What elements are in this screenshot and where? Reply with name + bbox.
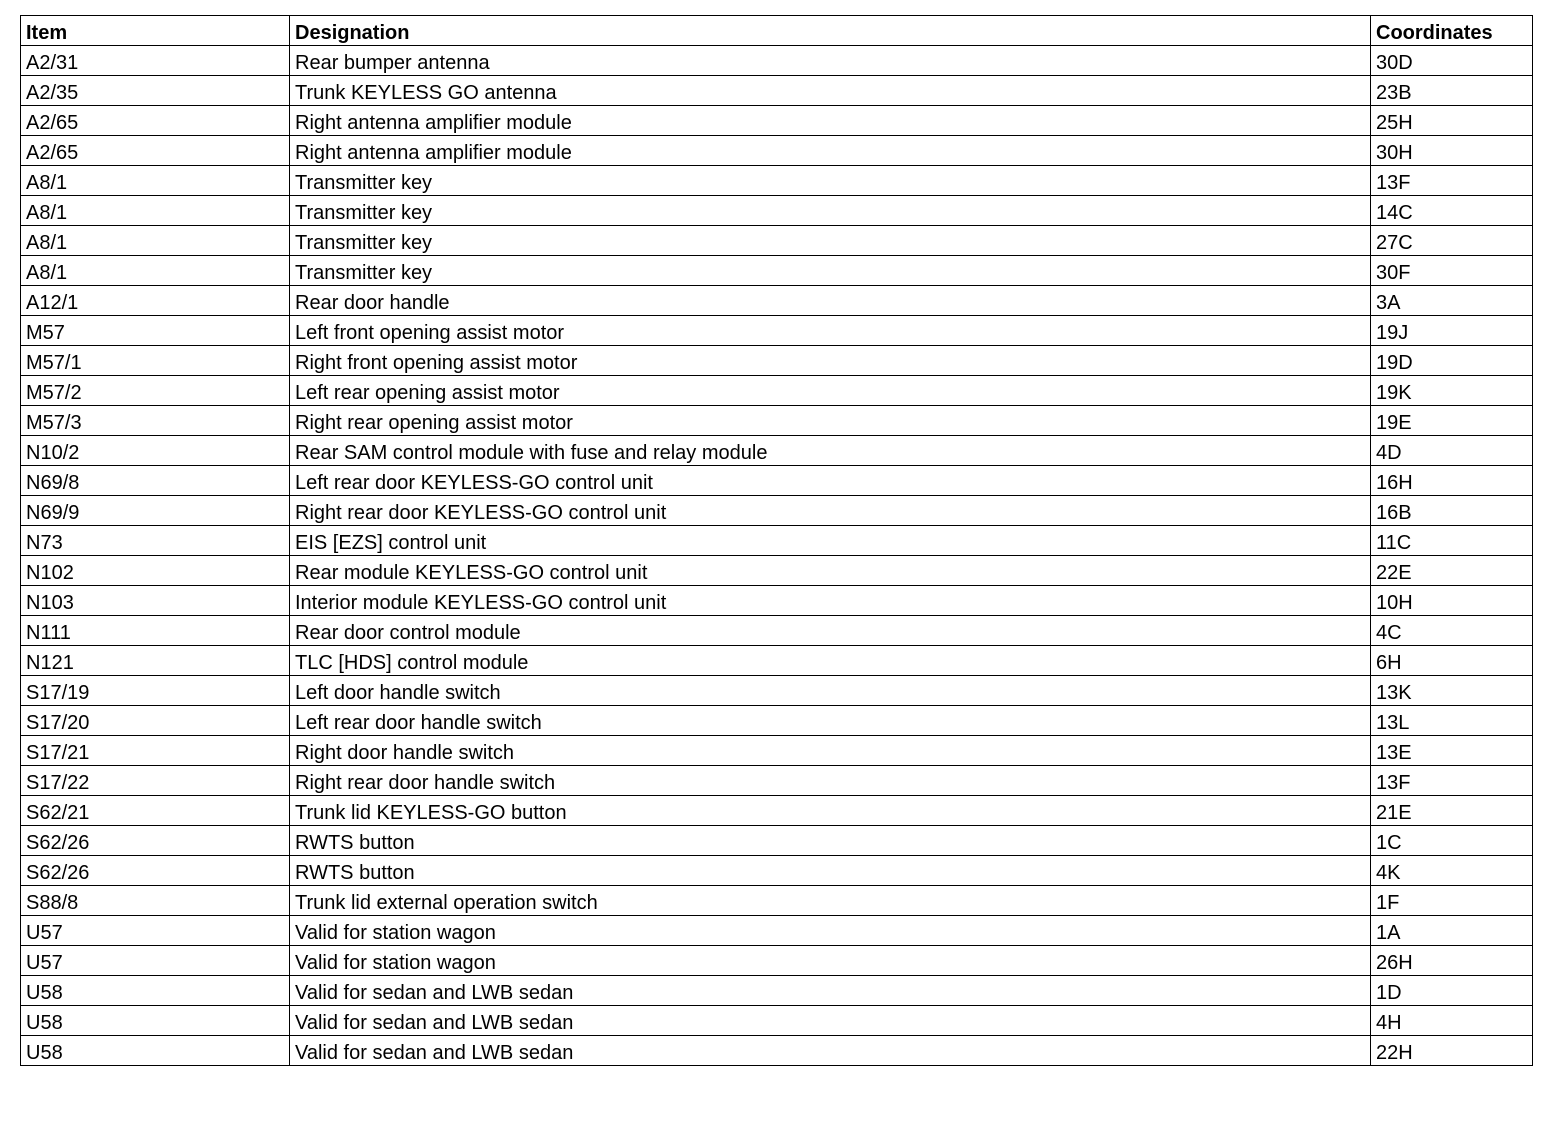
table-row [21, 556, 1533, 586]
table-row [21, 766, 1533, 796]
item-cell: A8/1 [21, 256, 290, 286]
item-cell: N73 [21, 526, 290, 556]
item-cell: S62/21 [21, 796, 290, 826]
item-cell: S88/8 [21, 886, 290, 916]
designation-cell: Interior module KEYLESS-GO control unit [290, 586, 1371, 616]
item-cell: S62/26 [21, 826, 290, 856]
designation-cell: Rear module KEYLESS-GO control unit [290, 556, 1371, 586]
coordinates-cell: 16H [1371, 466, 1533, 496]
item-cell: S62/26 [21, 856, 290, 886]
coordinates-cell: 4K [1371, 856, 1533, 886]
designation-cell: EIS [EZS] control unit [290, 526, 1371, 556]
coordinates-cell: 19J [1371, 316, 1533, 346]
coordinates-cell: 11C [1371, 526, 1533, 556]
item-cell: M57/1 [21, 346, 290, 376]
designation-cell: Left front opening assist motor [290, 316, 1371, 346]
coordinates-cell: 13L [1371, 706, 1533, 736]
item-column-header: Item [21, 16, 290, 46]
item-cell: A2/35 [21, 76, 290, 106]
component-legend-table [20, 15, 1533, 1066]
table-row [21, 436, 1533, 466]
item-cell: A2/31 [21, 46, 290, 76]
item-cell: M57/2 [21, 376, 290, 406]
coordinates-cell: 30F [1371, 256, 1533, 286]
table-row [21, 286, 1533, 316]
coordinates-cell: 1F [1371, 886, 1533, 916]
item-cell: S17/22 [21, 766, 290, 796]
designation-cell: Left rear door handle switch [290, 706, 1371, 736]
coordinates-cell: 4C [1371, 616, 1533, 646]
item-cell: U58 [21, 1006, 290, 1036]
item-cell: N102 [21, 556, 290, 586]
table-row [21, 646, 1533, 676]
item-cell: S17/20 [21, 706, 290, 736]
table-row [21, 466, 1533, 496]
item-cell: A2/65 [21, 106, 290, 136]
designation-cell: Right antenna amplifier module [290, 106, 1371, 136]
coordinates-cell: 6H [1371, 646, 1533, 676]
coordinates-cell: 3A [1371, 286, 1533, 316]
designation-cell: Left door handle switch [290, 676, 1371, 706]
item-cell: U57 [21, 916, 290, 946]
coordinates-cell: 19E [1371, 406, 1533, 436]
designation-cell: Rear door control module [290, 616, 1371, 646]
coordinates-cell: 23B [1371, 76, 1533, 106]
item-cell: A8/1 [21, 166, 290, 196]
designation-cell: Rear bumper antenna [290, 46, 1371, 76]
item-cell: A2/65 [21, 136, 290, 166]
coordinates-cell: 21E [1371, 796, 1533, 826]
designation-cell: Valid for sedan and LWB sedan [290, 1006, 1371, 1036]
item-cell: N121 [21, 646, 290, 676]
item-cell: A12/1 [21, 286, 290, 316]
coordinates-cell: 27C [1371, 226, 1533, 256]
designation-column-header: Designation [290, 16, 1371, 46]
coordinates-cell: 13F [1371, 766, 1533, 796]
table-row [21, 826, 1533, 856]
coordinates-cell: 19D [1371, 346, 1533, 376]
designation-cell: Rear door handle [290, 286, 1371, 316]
coordinates-cell: 1C [1371, 826, 1533, 856]
table-row [21, 526, 1533, 556]
table-row [21, 46, 1533, 76]
coordinates-cell: 4H [1371, 1006, 1533, 1036]
item-cell: U58 [21, 1036, 290, 1066]
coordinates-cell: 16B [1371, 496, 1533, 526]
table-row [21, 946, 1533, 976]
item-cell: U57 [21, 946, 290, 976]
item-cell: S17/19 [21, 676, 290, 706]
coordinates-cell: 4D [1371, 436, 1533, 466]
table-row [21, 676, 1533, 706]
table-row [21, 136, 1533, 166]
table-row [21, 886, 1533, 916]
designation-cell: TLC [HDS] control module [290, 646, 1371, 676]
header-row [21, 16, 1533, 46]
item-cell: N103 [21, 586, 290, 616]
table-row [21, 586, 1533, 616]
table-row [21, 706, 1533, 736]
designation-cell: Right rear door KEYLESS-GO control unit [290, 496, 1371, 526]
designation-cell: Trunk lid external operation switch [290, 886, 1371, 916]
item-cell: N69/8 [21, 466, 290, 496]
designation-cell: Right door handle switch [290, 736, 1371, 766]
table-body [21, 46, 1533, 1066]
designation-cell: Valid for station wagon [290, 916, 1371, 946]
table-row [21, 196, 1533, 226]
item-cell: S17/21 [21, 736, 290, 766]
table-row [21, 1006, 1533, 1036]
designation-cell: Right rear opening assist motor [290, 406, 1371, 436]
table-row [21, 406, 1533, 436]
designation-cell: Trunk KEYLESS GO antenna [290, 76, 1371, 106]
coordinates-cell: 30D [1371, 46, 1533, 76]
table-row [21, 796, 1533, 826]
item-cell: M57/3 [21, 406, 290, 436]
table-row [21, 736, 1533, 766]
item-cell: N69/9 [21, 496, 290, 526]
coordinates-cell: 26H [1371, 946, 1533, 976]
designation-cell: Transmitter key [290, 166, 1371, 196]
item-cell: A8/1 [21, 226, 290, 256]
table-row [21, 256, 1533, 286]
coordinates-cell: 13K [1371, 676, 1533, 706]
table-row [21, 976, 1533, 1006]
table-row [21, 226, 1533, 256]
coordinates-cell: 30H [1371, 136, 1533, 166]
item-cell: U58 [21, 976, 290, 1006]
item-cell: M57 [21, 316, 290, 346]
table-row [21, 616, 1533, 646]
designation-cell: Right rear door handle switch [290, 766, 1371, 796]
item-cell: N10/2 [21, 436, 290, 466]
designation-cell: RWTS button [290, 856, 1371, 886]
designation-cell: Trunk lid KEYLESS-GO button [290, 796, 1371, 826]
table-row [21, 1036, 1533, 1066]
table-row [21, 376, 1533, 406]
designation-cell: Valid for station wagon [290, 946, 1371, 976]
table-row [21, 496, 1533, 526]
coordinates-cell: 19K [1371, 376, 1533, 406]
designation-cell: Transmitter key [290, 256, 1371, 286]
coordinates-cell: 13E [1371, 736, 1533, 766]
item-cell: N111 [21, 616, 290, 646]
designation-cell: Left rear opening assist motor [290, 376, 1371, 406]
designation-cell: Transmitter key [290, 196, 1371, 226]
coordinates-cell: 13F [1371, 166, 1533, 196]
coordinates-cell: 1D [1371, 976, 1533, 1006]
designation-cell: RWTS button [290, 826, 1371, 856]
coordinates-cell: 10H [1371, 586, 1533, 616]
designation-cell: Right front opening assist motor [290, 346, 1371, 376]
coordinates-cell: 1A [1371, 916, 1533, 946]
item-cell: A8/1 [21, 196, 290, 226]
table-row [21, 346, 1533, 376]
designation-cell: Rear SAM control module with fuse and relay module [290, 436, 1371, 466]
table-row [21, 106, 1533, 136]
table-row [21, 316, 1533, 346]
coordinates-cell: 22E [1371, 556, 1533, 586]
designation-cell: Transmitter key [290, 226, 1371, 256]
coordinates-cell: 22H [1371, 1036, 1533, 1066]
designation-cell: Left rear door KEYLESS-GO control unit [290, 466, 1371, 496]
coordinates-cell: 14C [1371, 196, 1533, 226]
table-row [21, 166, 1533, 196]
designation-cell: Right antenna amplifier module [290, 136, 1371, 166]
table-row [21, 856, 1533, 886]
designation-cell: Valid for sedan and LWB sedan [290, 1036, 1371, 1066]
table-row [21, 916, 1533, 946]
coordinates-column-header: Coordinates [1371, 16, 1533, 46]
coordinates-cell: 25H [1371, 106, 1533, 136]
table-row [21, 76, 1533, 106]
designation-cell: Valid for sedan and LWB sedan [290, 976, 1371, 1006]
